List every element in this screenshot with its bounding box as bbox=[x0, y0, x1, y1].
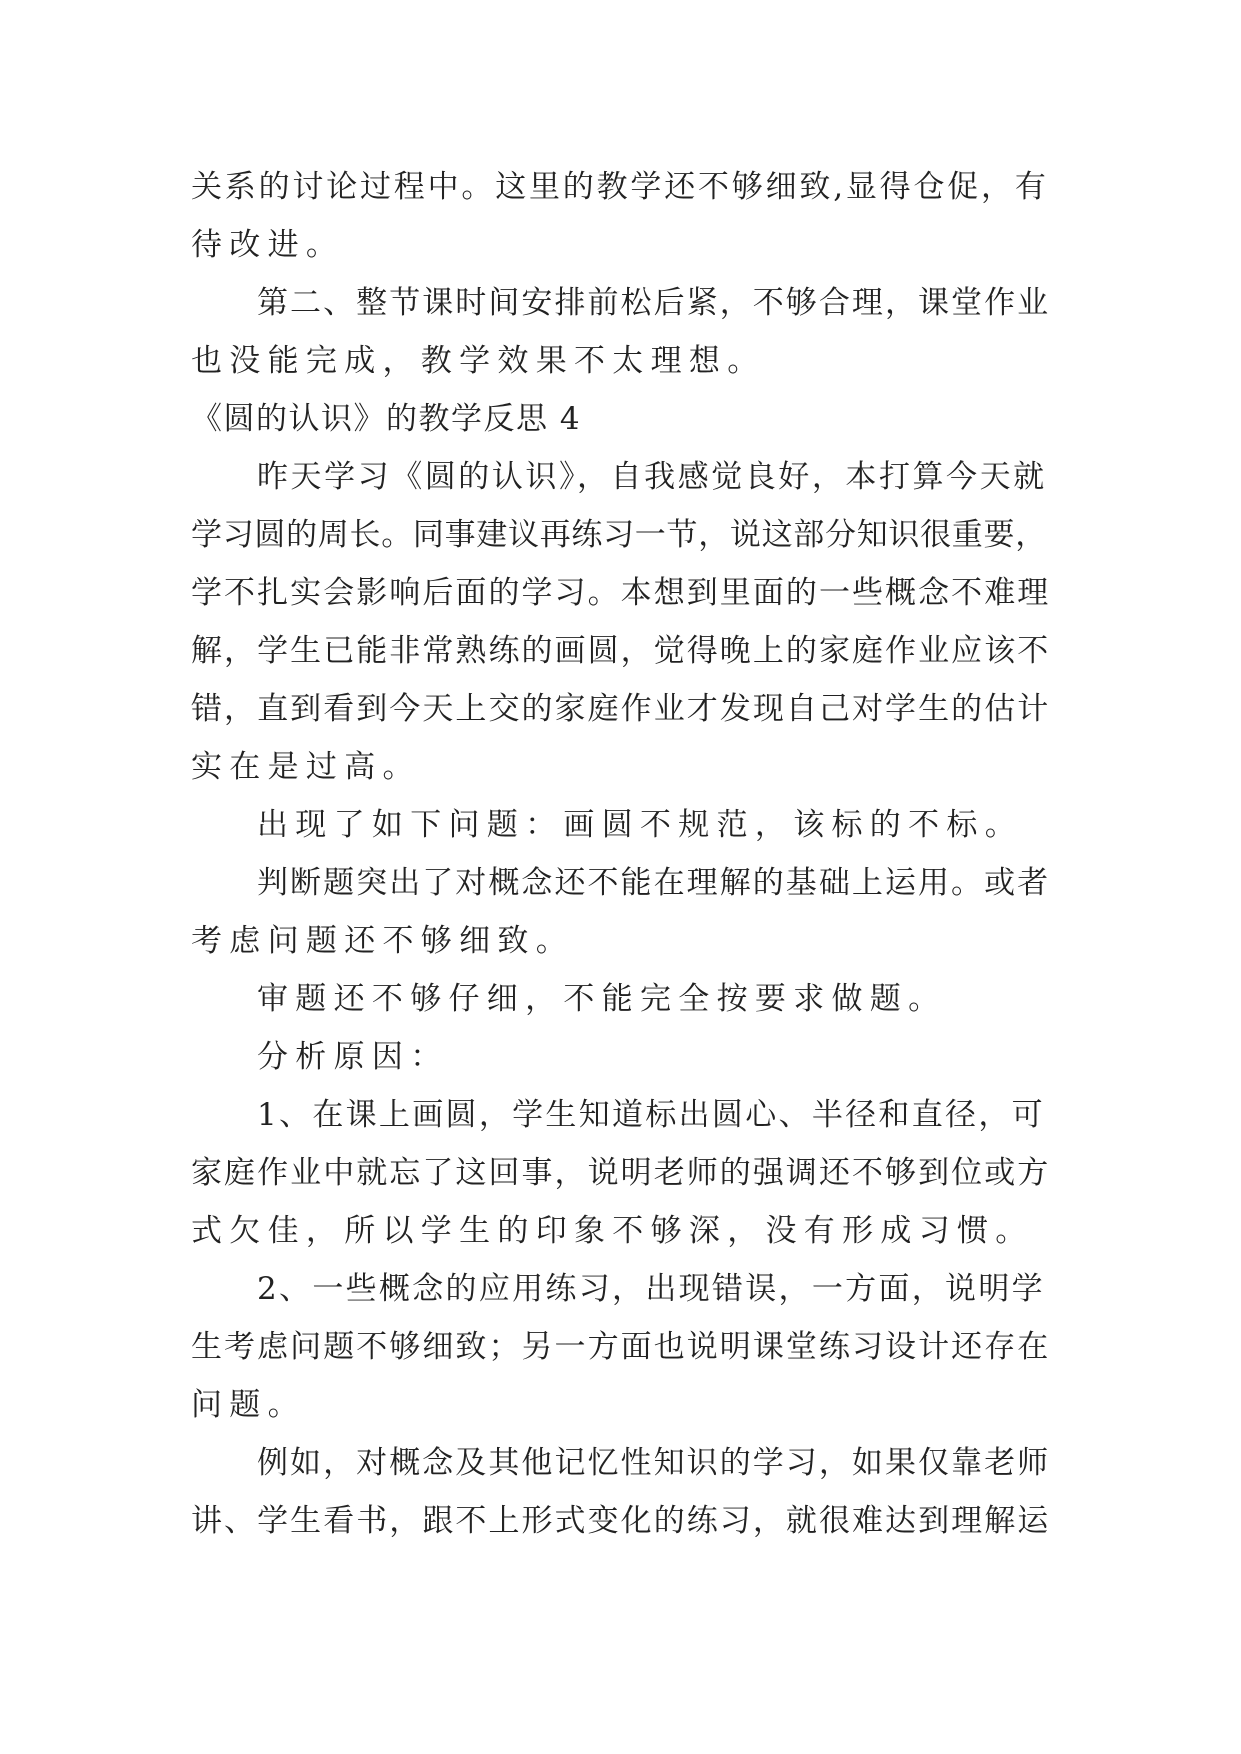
text-line: 也没能完成，教学效果不太理想。 bbox=[191, 343, 766, 379]
text-line: 考虑问题还不够细致。 bbox=[191, 923, 574, 959]
text-line: 错，直到看到今天上交的家庭作业才发现自己对学生的估计 bbox=[191, 691, 1051, 727]
paragraph-line: 例如，对概念及其他记忆性知识的学习，如果仅靠老师 bbox=[257, 1445, 1051, 1481]
paragraph-line: 昨天学习《圆的认识》，自我感觉良好，本打算今天就 bbox=[257, 459, 1047, 495]
text-line: 学习圆的周长。同事建议再练习一节，说这部分知识很重要， bbox=[191, 517, 1047, 553]
section-heading: 《圆的认识》的教学反思 4 bbox=[191, 401, 582, 437]
text-line: 家庭作业中就忘了这回事，说明老师的强调还不够到位或方 bbox=[191, 1155, 1051, 1191]
text-line: 实在是过高。 bbox=[191, 749, 421, 785]
paragraph-line: 判断题突出了对概念还不能在理解的基础上运用。或者 bbox=[257, 865, 1051, 901]
text-line: 关系的讨论过程中。这里的教学还不够细致,显得仓促，有 bbox=[191, 169, 1049, 205]
paragraph-line: 分析原因： bbox=[257, 1039, 449, 1075]
text-line: 问题。 bbox=[191, 1387, 306, 1423]
paragraph-line: 2、一些概念的应用练习，出现错误，一方面，说明学 bbox=[257, 1271, 1045, 1307]
paragraph-line: 审题还不够仔细，不能完全按要求做题。 bbox=[257, 981, 947, 1017]
text-line: 解，学生已能非常熟练的画圆，觉得晚上的家庭作业应该不 bbox=[191, 633, 1051, 669]
text-line: 学不扎实会影响后面的学习。本想到里面的一些概念不难理 bbox=[191, 575, 1051, 611]
paragraph-line: 第二、整节课时间安排前松后紧，不够合理，课堂作业 bbox=[257, 285, 1051, 321]
text-line: 生考虑问题不够细致；另一方面也说明课堂练习设计还存在 bbox=[191, 1329, 1051, 1365]
text-line: 式欠佳，所以学生的印象不够深，没有形成习惯。 bbox=[191, 1213, 1034, 1249]
paragraph-line: 1、在课上画圆，学生知道标出圆心、半径和直径，可 bbox=[257, 1097, 1045, 1133]
paragraph-line: 出现了如下问题：画圆不规范，该标的不标。 bbox=[257, 807, 1023, 843]
text-line: 待改进。 bbox=[191, 227, 345, 263]
text-line: 讲、学生看书，跟不上形式变化的练习，就很难达到理解运 bbox=[191, 1503, 1051, 1539]
